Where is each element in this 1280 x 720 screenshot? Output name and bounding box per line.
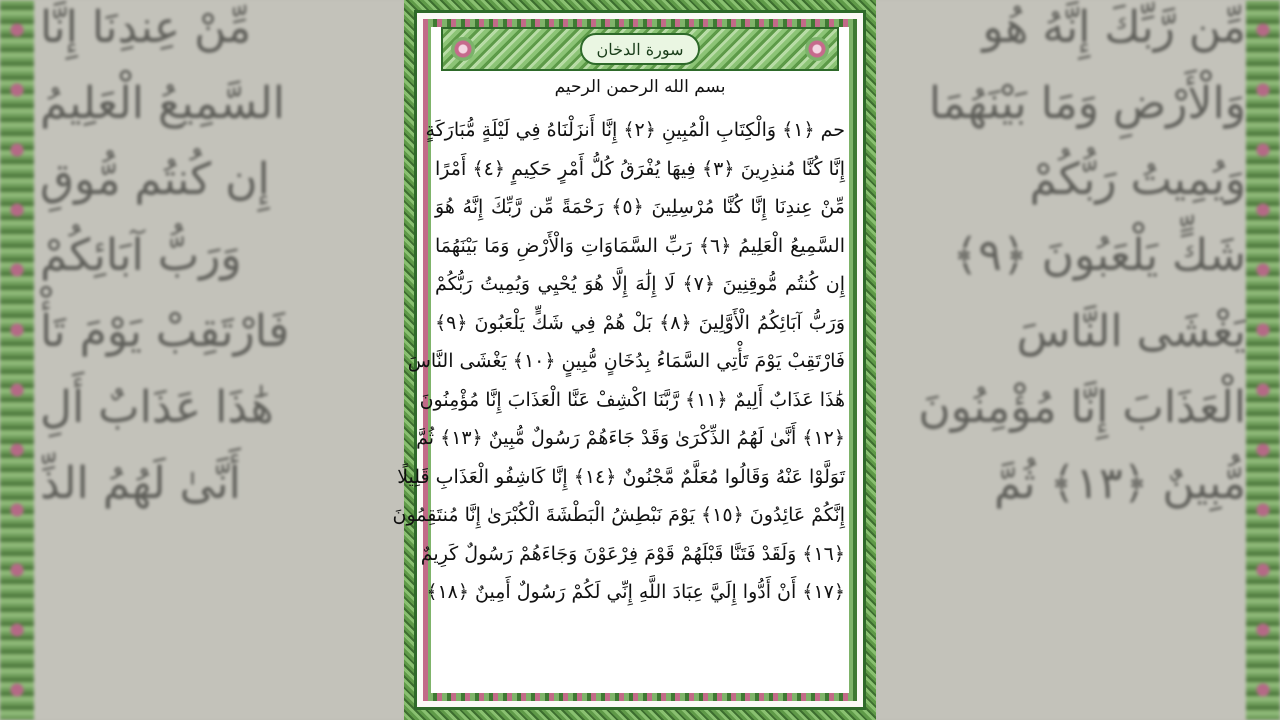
verses-block	[392, 111, 845, 612]
verse-line: وَرَبُّ آبَائِكُمُ الْأَوَّلِينَ ﴿٨﴾ بَلْ هُمْ فِي شَكٍّ يَلْعَبُونَ ﴿٩﴾	[435, 311, 845, 334]
verse-line: إِن كُنتُم مُّوقِنِينَ ﴿٧﴾ لَا إِلَٰهَ إِلَّا هُوَ يُحْيِي وَيُمِيتُ رَبُّكُمْ	[435, 273, 845, 295]
verse-line: هَٰذَا عَذَابٌ أَلِيمٌ ﴿١١﴾ رَّبَّنَا اكْشِفْ عَنَّا الْعَذَابَ إِنَّا مُؤْمِنُونَ	[419, 388, 845, 411]
blurred-verse-line: هَٰذَا عَذَابٌ أَلِ	[40, 382, 274, 433]
verse-line: إِنَّا كُنَّا مُنذِرِينَ ﴿٣﴾ فِيهَا يُفْرَقُ كُلُّ أَمْرٍ حَكِيمٍ ﴿٤﴾ أَمْرًا	[435, 157, 845, 180]
verse-line: تَوَلَّوْا عَنْهُ وَقَالُوا مُعَلَّمٌ مَّجْنُونٌ ﴿١٤﴾ إِنَّا كَاشِفُو الْعَذَابِ قَلِيلًا	[397, 465, 845, 488]
verse-line: فَارْتَقِبْ يَوْمَ تَأْتِي السَّمَاءُ بِدُخَانٍ مُّبِينٍ ﴿١٠﴾ يَغْشَى النَّاسَ	[407, 350, 845, 372]
blurred-verse-line: وَيُمِيتُ رَبُّكُمْ	[1029, 154, 1246, 205]
blurred-verse-line: وَالْأَرْضِ وَمَا بَيْنَهُمَا	[928, 78, 1246, 129]
blurred-verse-line: مِّنْ عِندِنَا إِنَّا	[40, 2, 252, 53]
blurred-verse-line: مِّن رَّبِّكَ إِنَّهُ هُو	[982, 2, 1246, 53]
blurred-verse-line: السَّمِيعُ الْعَلِيمُ	[40, 78, 285, 129]
blurred-verse-line: فَارْتَقِبْ يَوْمَ تَأْ	[40, 306, 290, 357]
blurred-verse-line: يَغْشَى النَّاسَ	[1016, 306, 1246, 357]
page-inner	[392, 10, 866, 710]
blurred-right-text	[876, 0, 1246, 522]
verse-line: مِّنْ عِندِنَا إِنَّا كُنَّا مُرْسِلِينَ ﴿٥﴾ رَحْمَةً مِّن رَّبِّكَ إِنَّهُ هُوَ	[435, 196, 845, 218]
verse-line: إِنَّكُمْ عَائِدُونَ ﴿١٥﴾ يَوْمَ نَبْطِشُ الْبَطْشَةَ الْكُبْرَىٰ إِنَّا مُنتَقِمُونَ	[392, 504, 845, 526]
blurred-verse-line: وَرَبُّ آبَائِكُمْ	[40, 230, 242, 281]
blurred-verse-line: الْعَذَابَ إِنَّا مُؤْمِنُونَ	[918, 382, 1246, 433]
surah-header	[441, 27, 839, 71]
verse-line: السَّمِيعُ الْعَلِيمُ ﴿٦﴾ رَبِّ السَّمَاوَاتِ وَالْأَرْضِ وَمَا بَيْنَهُمَا	[435, 234, 845, 257]
blurred-left-text	[40, 0, 410, 522]
surah-title: سورة الدخان	[580, 33, 700, 65]
verse-line: ﴿١٧﴾ أَنْ أَدُّوا إِلَيَّ عِبَادَ اللَّهِ إِنِّي لَكُمْ رَسُولٌ أَمِينٌ ﴿١٨﴾	[426, 581, 845, 603]
rosette-icon	[805, 37, 829, 61]
blurred-verse-line: أَنَّىٰ لَهُمُ الذِّ	[40, 458, 241, 509]
blurred-right-border	[1246, 0, 1280, 720]
mushaf-page	[392, 0, 876, 720]
blurred-verse-line: إِن كُنتُم مُّوقِ	[40, 154, 270, 205]
blurred-right-page	[876, 0, 1280, 720]
blurred-verse-line: شَكٍّ يَلْعَبُونَ ﴿٩﴾	[952, 230, 1246, 281]
basmala: بسم الله الرحمن الرحيم	[554, 77, 726, 97]
blurred-left-page	[0, 0, 404, 720]
rosette-icon	[451, 37, 475, 61]
verse-line: حم ﴿١﴾ وَالْكِتَابِ الْمُبِينِ ﴿٢﴾ إِنَّا أَنزَلْنَاهُ فِي لَيْلَةٍ مُّبَارَكَةٍ	[425, 119, 845, 141]
blurred-left-border	[0, 0, 34, 720]
verse-line: ﴿١٦﴾ وَلَقَدْ فَتَنَّا قَبْلَهُمْ قَوْمَ فِرْعَوْنَ وَجَاءَهُمْ رَسُولٌ كَرِيمٌ	[420, 542, 845, 565]
verse-line: ﴿١٢﴾ أَنَّىٰ لَهُمُ الذِّكْرَىٰ وَقَدْ جَاءَهُمْ رَسُولٌ مُّبِينٌ ﴿١٣﴾ ثُمَّ	[416, 427, 845, 449]
blurred-verse-line: مُّبِينٌ ﴿١٣﴾ ثُمَّ	[994, 458, 1246, 509]
